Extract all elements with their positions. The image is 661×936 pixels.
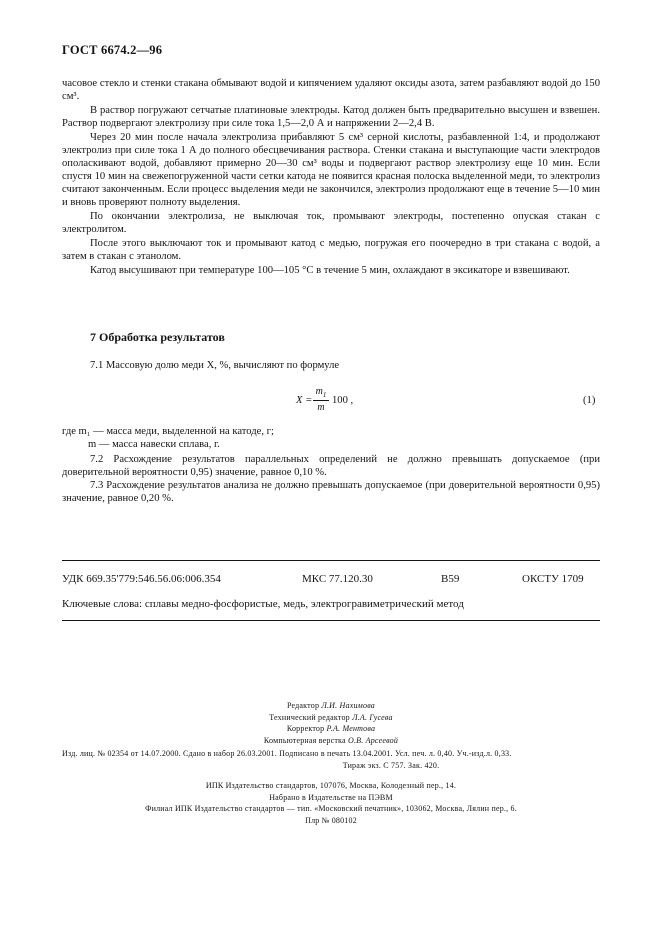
tech-editor-line: Технический редактор Л.А. Гусева xyxy=(269,712,393,722)
paragraph-4: По окончании электролиза, не выключая ток, промывают электроды, постепенно опуская стакан с электролитом. xyxy=(62,211,600,235)
divider-bottom xyxy=(62,620,600,621)
formula-legend xyxy=(62,426,274,451)
document-header: ГОСТ 6674.2—96 xyxy=(62,43,163,57)
corrector-line: Корректор Р.А. Ментова xyxy=(286,724,376,733)
method-text xyxy=(62,77,600,278)
formula-denominator: m xyxy=(317,402,325,413)
paragraph-5: После этого выключают ток и промывают катод с медью, погружая его поочередно в три стакана с водой, а затем в стакан с этанолом. xyxy=(62,238,600,262)
publisher-line-3: Филиал ИПК Издательство стандартов — тип. «Московский печатник», 103062, Москва, Лялин пер., 6. xyxy=(145,804,517,813)
clause-7-3: 7.3 Расхождение результатов анализа не должно превышать допускаемое (при доверительной вероятности 0,95) значение, равное 0,20 %. xyxy=(62,480,600,504)
publisher-line-4: Плр № 080102 xyxy=(305,815,357,825)
legend-line-2: m — масса навески сплава, г. xyxy=(88,438,220,450)
clause-7-1: 7.1 Массовую долю меди X, %, вычисляют по формуле xyxy=(90,360,340,371)
udk-code: УДК 669.35'779:546.56.06:006.354 xyxy=(62,573,221,585)
formula-numerator: $m_1$ xyxy=(315,386,327,399)
editor-line: Редактор Л.И. Нахимова xyxy=(286,701,376,710)
fraction-line xyxy=(313,400,329,401)
publisher-line-2: Набрано в Издательстве на ПЭВМ xyxy=(269,792,393,802)
paragraph-2: В раствор погружают сетчатые платиновые электроды. Катод должен быть предварительно высушен и взвешен. Раствор подвергают электролизу при силе тока 1,5—2,0 А и напряжении 2—2,4 В. xyxy=(62,105,600,129)
okstu-code: ОКСТУ 1709 xyxy=(522,573,584,585)
paragraph-3: Через 20 мин после начала электролиза прибавляют 5 см³ серной кислоты, разбавленной 1:4, и продолжают электролиз при силе тока 1 А до полного обесцвечивания раствора. Стенки стакана и выступающие части электродов ополаскивают водой, добавляют примерно 20—30 см³ воды и подвергают раствор электролизу еще 10 мин. Если спустя 10 мин на свежепогруженной части сетки катода не появится красная полоска выделенной меди, то электролиз считают законченным. Если процесс выделения меди не закончился, электролиз продолжают еще в течение 5—10 мин и вновь проверяют полноту выделения. xyxy=(62,132,600,208)
clauses-7-2-7-3 xyxy=(62,453,600,505)
paragraph-6: Катод высушивают при температуре 100—105 °С в течение 5 мин, охлаждают в эксикаторе и взвешивают. xyxy=(90,265,570,276)
group-code: В59 xyxy=(441,573,460,585)
divider-top xyxy=(62,560,600,561)
imprint-block xyxy=(62,700,600,826)
license-line: Изд. лиц. № 02354 от 14.07.2000. Сдано в набор 26.03.2001. Подписано в печать 13.04.2001. Усл. печ. л. 0,40. Уч.-изд.л. 0,33. xyxy=(62,749,512,758)
legend-line-1: где m₁ — масса меди, выделенной на катоде, г; xyxy=(62,426,274,437)
clause-7-2: 7.2 Расхождение результатов параллельных определений не должно превышать допускаемое (при доверительной вероятности 0,95) значение, равное 0,10 %. xyxy=(62,454,600,478)
formula-number: (1) xyxy=(583,395,596,406)
tirage-line: Тираж экз. С 757. Зак. 420. xyxy=(342,760,440,770)
layout-line: Компьютерная верстка О.В. Арсеевой xyxy=(263,735,399,745)
mks-code: МКС 77.120.30 xyxy=(302,573,373,585)
formula xyxy=(296,386,386,416)
formula-lhs: X = xyxy=(296,395,313,406)
section-title: 7 Обработка результатов xyxy=(90,330,225,344)
paragraph-1: часовое стекло и стенки стакана обмывают водой и кипячением удаляют оксиды азота, затем разбавляют водой до 150 см³. xyxy=(62,78,600,102)
formula-rhs: 100 , xyxy=(332,395,354,406)
publisher-line-1: ИПК Издательство стандартов, 107076, Москва, Колодезный пер., 14. xyxy=(205,781,457,790)
keywords: Ключевые слова: сплавы медно-фосфористые, медь, электрогравиметрический метод xyxy=(62,598,464,610)
